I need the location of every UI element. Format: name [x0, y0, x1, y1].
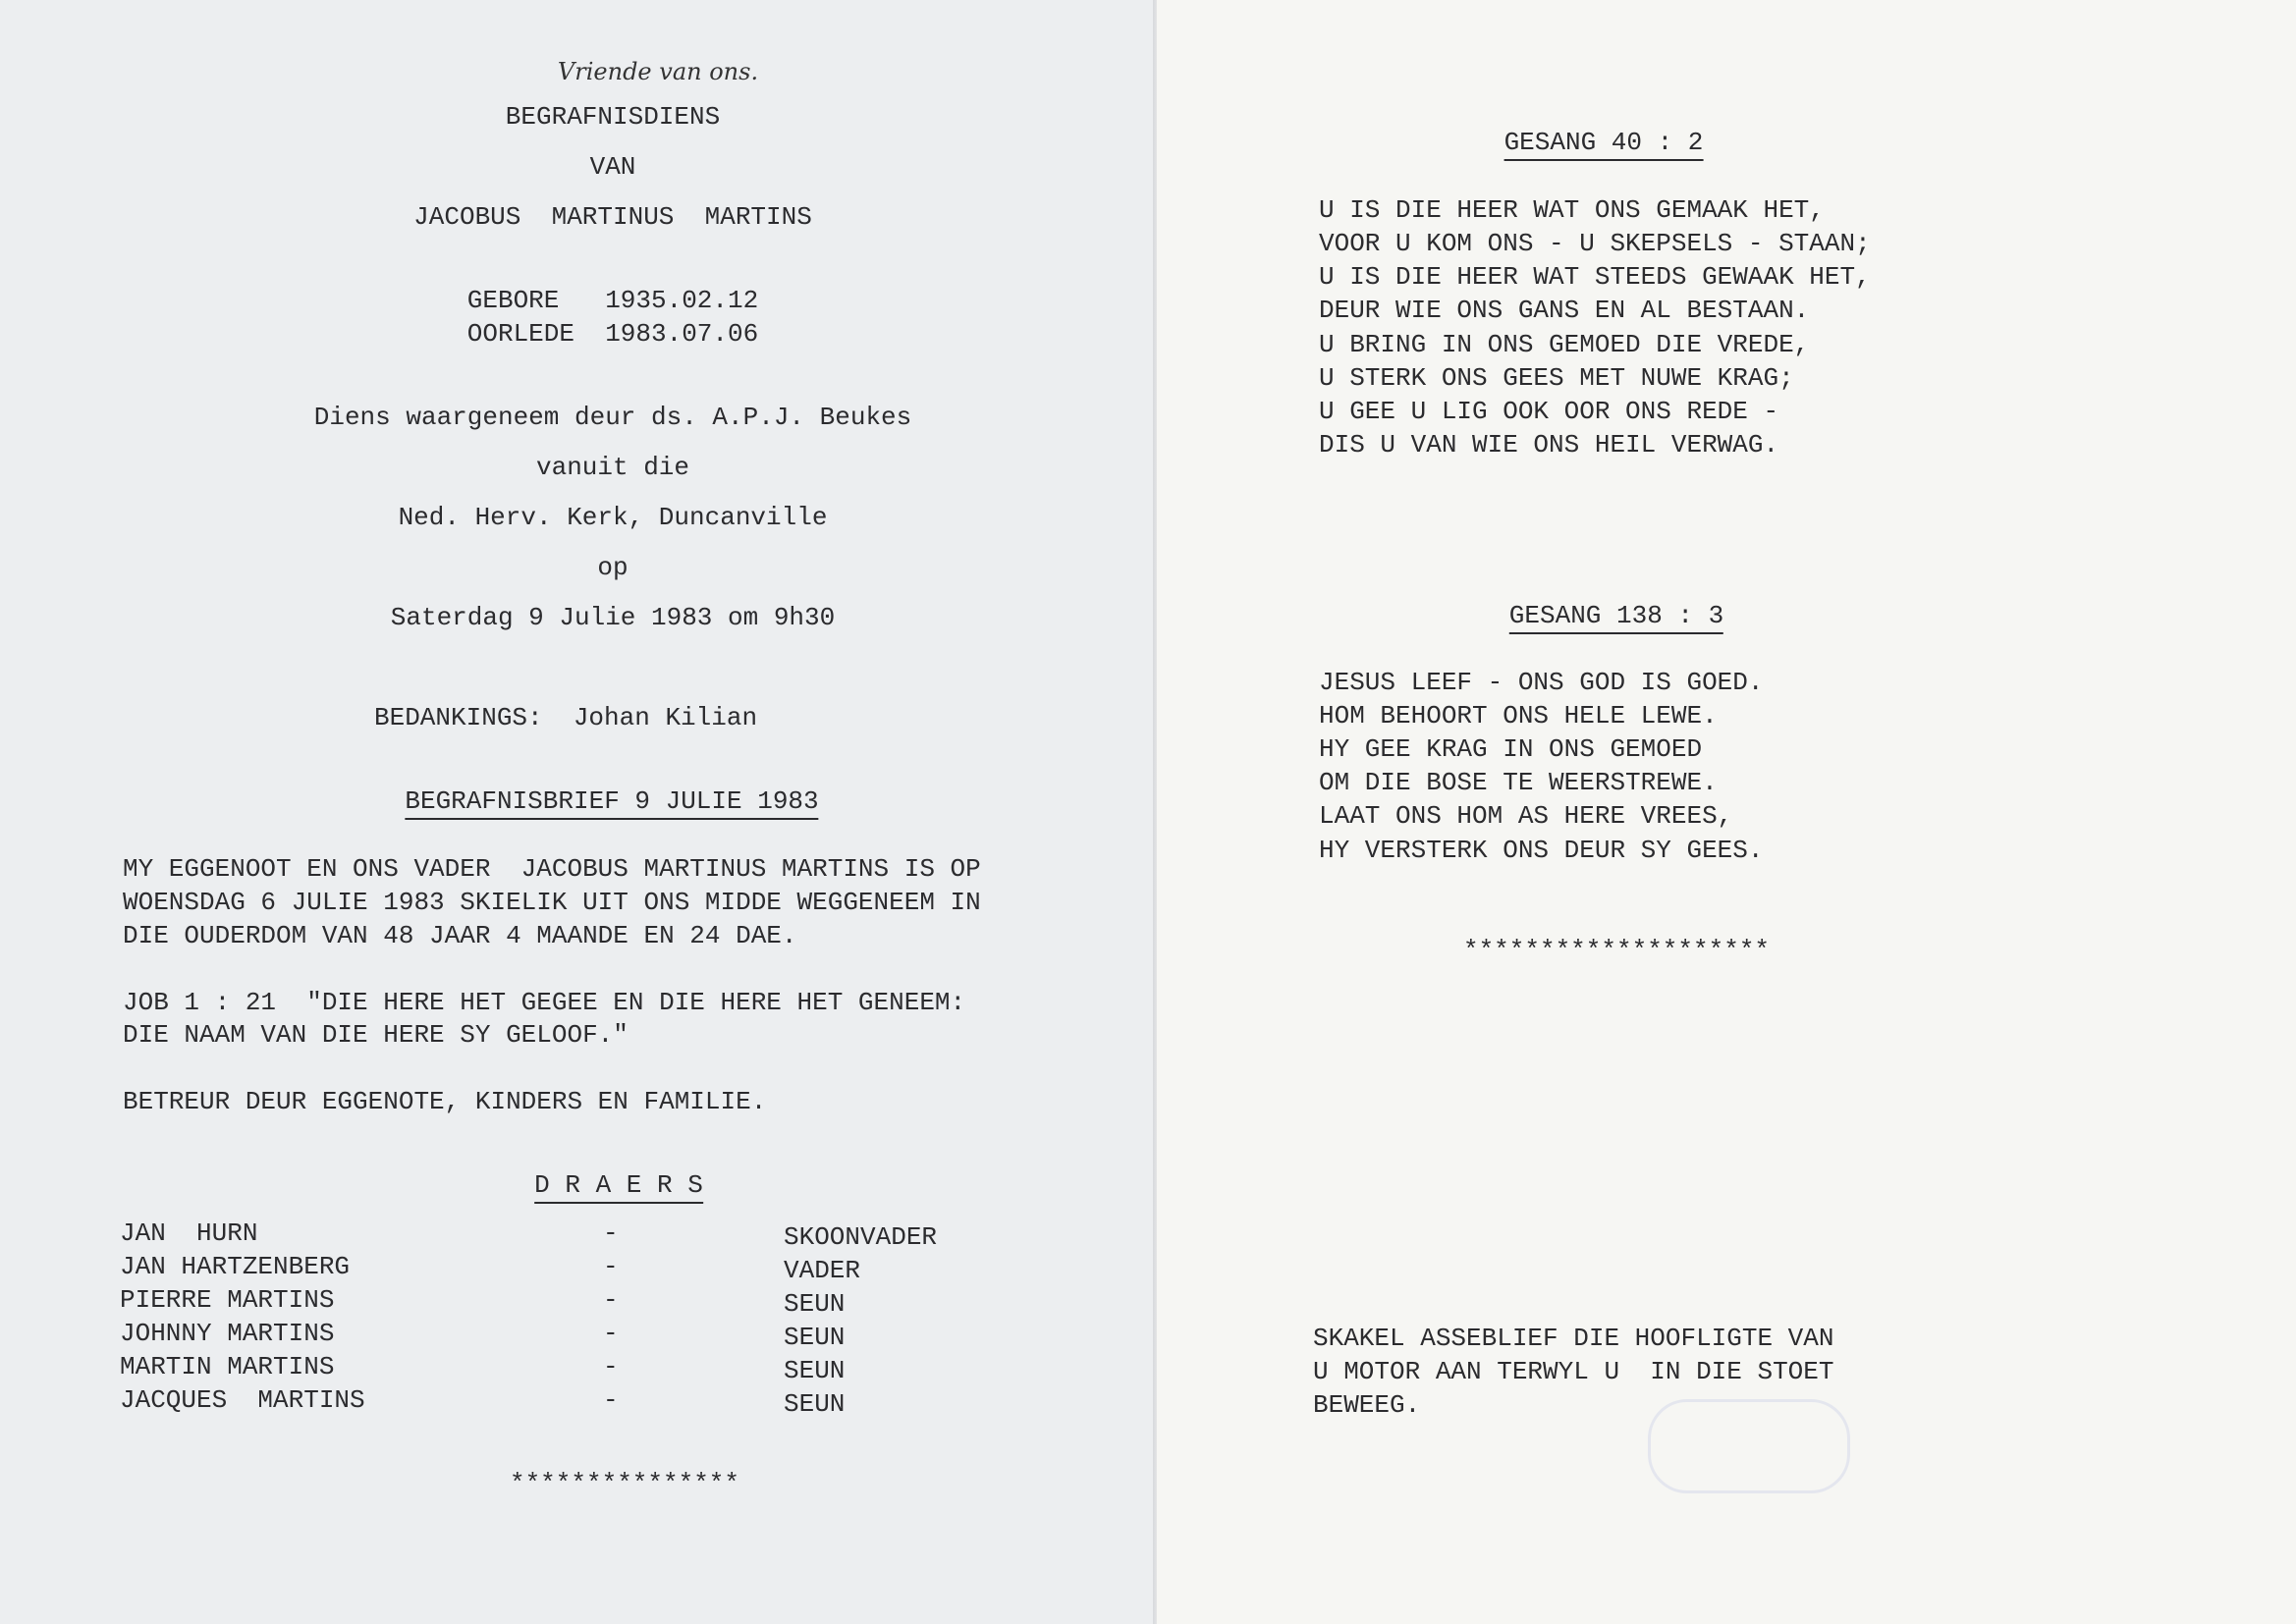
hymn2-line: HY GEE KRAG IN ONS GEMOED: [1319, 734, 1703, 764]
thanks-line: BEDANKINGS: Johan Kilian: [374, 703, 758, 732]
notice-line: SKAKEL ASSEBLIEF DIE HOOFLIGTE VAN: [1313, 1324, 1834, 1353]
letter-heading: BEGRAFNISBRIEF 9 JULIE 1983: [405, 786, 818, 820]
bearer-name: JAN HURN: [120, 1218, 258, 1248]
bearer-dash: -: [603, 1319, 619, 1348]
hymn2-line: LAAT ONS HOM AS HERE VREES,: [1319, 801, 1733, 831]
bearer-relation: VADER: [784, 1256, 861, 1285]
hymn2-line: JESUS LEEF - ONS GOD IS GOED.: [1319, 668, 1764, 697]
service-line-3: Ned. Herv. Kerk, Duncanville: [398, 503, 828, 532]
mourners-line: BETREUR DEUR EGGENOTE, KINDERS EN FAMILIE.: [123, 1087, 767, 1116]
bearer-relation: SKOONVADER: [784, 1222, 938, 1252]
hymn2-line: HY VERSTERK ONS DEUR SY GEES.: [1319, 836, 1764, 865]
service-line-1: Diens waargeneem deur ds. A.P.J. Beukes: [313, 403, 912, 432]
hymn1-line: U BRING IN ONS GEMOED DIE VREDE,: [1319, 330, 1810, 359]
notice-line: U MOTOR AAN TERWYL U IN DIE STOET: [1313, 1357, 1834, 1386]
notice-line: BEWEEG.: [1313, 1390, 1421, 1420]
hymn1-line: U IS DIE HEER WAT ONS GEMAAK HET,: [1319, 195, 1825, 225]
stars-divider: ***************: [509, 1469, 740, 1498]
service-title: BEGRAFNISDIENS: [505, 102, 721, 132]
faded-stamp: [1648, 1399, 1850, 1493]
hymn1-line: U STERK ONS GEES MET NUWE KRAG;: [1319, 363, 1794, 393]
service-line-4: op: [597, 553, 629, 582]
hymn2-heading: GESANG 138 : 3: [1509, 601, 1723, 634]
hymn1-line: DIS U VAN WIE ONS HEIL VERWAG.: [1319, 430, 1779, 460]
bearer-dash: -: [603, 1385, 619, 1415]
bearer-dash: -: [603, 1352, 619, 1381]
hymn1-heading: GESANG 40 : 2: [1504, 128, 1704, 161]
bearer-name: JAN HARTZENBERG: [120, 1252, 351, 1281]
bearer-name: JACQUES MARTINS: [120, 1385, 365, 1415]
stars-divider: ********************: [1462, 936, 1771, 965]
service-line-2: vanuit die: [535, 453, 690, 482]
bearer-relation: SEUN: [784, 1389, 846, 1419]
bearer-dash: -: [603, 1252, 619, 1281]
job-quote-line: JOB 1 : 21 "DIE HERE HET GEGEE EN DIE HERE HET GENEEM:: [123, 988, 966, 1017]
bearer-dash: -: [603, 1285, 619, 1315]
hymn1-line: U IS DIE HEER WAT STEEDS GEWAAK HET,: [1319, 262, 1871, 292]
hymn2-line: OM DIE BOSE TE WEERSTREWE.: [1319, 768, 1718, 797]
deceased-name: JACOBUS MARTINUS MARTINS: [413, 202, 812, 232]
hymn1-line: DEUR WIE ONS GANS EN AL BESTAAN.: [1319, 296, 1810, 325]
hymn1-line: U GEE U LIG OOK OOR ONS REDE -: [1319, 397, 1779, 426]
service-line-5: Saterdag 9 Julie 1983 om 9h30: [390, 603, 836, 632]
death-date: OORLEDE 1983.07.06: [466, 319, 759, 349]
bearer-relation: SEUN: [784, 1323, 846, 1352]
letter-line: MY EGGENOOT EN ONS VADER JACOBUS MARTINUS MARTINS IS OP: [123, 854, 981, 884]
letter-line: WOENSDAG 6 JULIE 1983 SKIELIK UIT ONS MIDDE WEGGENEEM IN: [123, 888, 981, 917]
hymn1-line: VOOR U KOM ONS - U SKEPSELS - STAAN;: [1319, 229, 1871, 258]
job-quote-line: DIE NAAM VAN DIE HERE SY GELOOF.": [123, 1020, 629, 1050]
bearers-heading: D R A E R S: [534, 1170, 703, 1204]
bearer-name: PIERRE MARTINS: [120, 1285, 335, 1315]
bearer-relation: SEUN: [784, 1289, 846, 1319]
bearer-relation: SEUN: [784, 1356, 846, 1385]
hymn2-line: HOM BEHOORT ONS HELE LEWE.: [1319, 701, 1718, 731]
van-label: VAN: [589, 152, 636, 182]
bearer-name: MARTIN MARTINS: [120, 1352, 335, 1381]
birth-date: GEBORE 1935.02.12: [466, 286, 759, 315]
handwritten-note: Vriende van ons.: [557, 58, 759, 85]
bearer-dash: -: [603, 1218, 619, 1248]
bearer-name: JOHNNY MARTINS: [120, 1319, 335, 1348]
letter-line: DIE OUDERDOM VAN 48 JAAR 4 MAANDE EN 24 DAE.: [123, 921, 797, 950]
